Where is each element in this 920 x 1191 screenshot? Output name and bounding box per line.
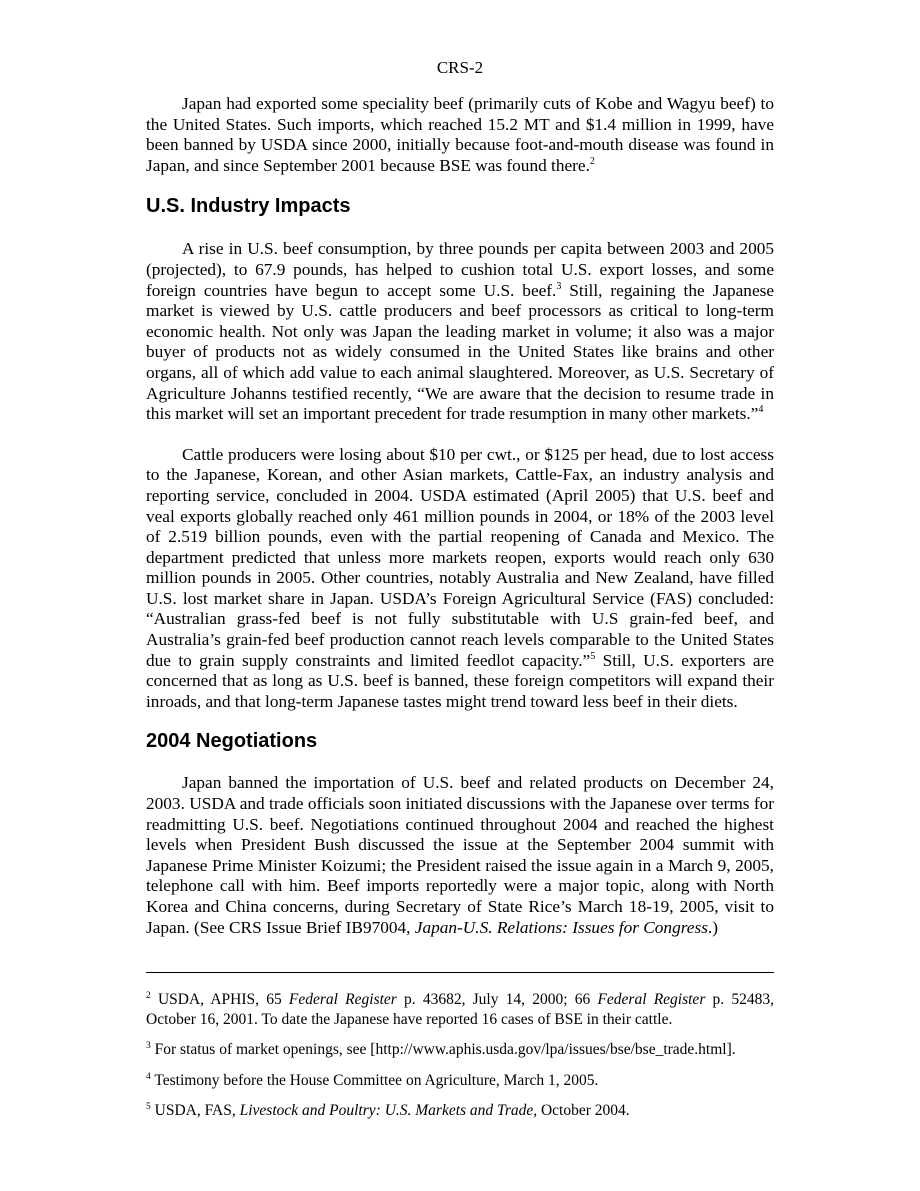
paragraph-text: Japan had exported some speciality beef (primarily cuts of Kobe and Wagyu beef) to the United States. Such imports, which reached 15.2 MT and $1.4 million in 1999, have been banned by USDA since 2000, initially because foot-and-mouth disease was found in Japan, and since September 2001 because BSE was found there.: [146, 94, 774, 175]
paragraph-text: Still, regaining the Japanese market is viewed by U.S. cattle producers and beef processors as critical to long-term economic health. Not only was Japan the leading market in volume; it also was a major buyer of products not as widely consumed in the United States like brains and other organs, all of which add value to each animal slaughtered. Moreover, as U.S. Secretary of Agriculture Johanns testified recently, “We are aware that the decision to resume trade in this market will set an important precedent for trade resumption in many other markets.”: [146, 280, 775, 424]
footnote-italic: Federal Register: [288, 991, 397, 1008]
footnote-text: p. 52483, October 16, 2001. To date the Japanese have reported 16 cases of BSE in their cattle.: [146, 991, 774, 1028]
footnote-ref: 3: [556, 280, 562, 292]
page-number: CRS-2: [436, 58, 484, 77]
paragraph-speciality-beef: [146, 94, 774, 176]
footnote-number: 3: [146, 1040, 151, 1051]
footnote-3: [146, 1040, 774, 1060]
footnote-text: For status of market openings, see [http://www.aphis.usda.gov/lpa/issues/bse/bse_trade.html].: [150, 1041, 736, 1058]
footnote-text: USDA, APHIS, 65: [150, 991, 289, 1008]
section-heading-industry-impacts: U.S. Industry Impacts: [146, 195, 351, 218]
footnote-italic: Federal Register: [597, 991, 706, 1008]
footnote-divider: [146, 972, 774, 973]
footnote-ref: 2: [589, 156, 595, 168]
section-heading-2004-negotiations: 2004 Negotiations: [146, 730, 318, 753]
paragraph-text: Still, U.S. exporters are concerned that as long as U.S. beef is banned, these foreign competitors will expand their inroads, and that long-term Japanese tastes might trend toward less beef in their diets.: [146, 650, 774, 711]
paragraph-beef-consumption: [146, 239, 774, 424]
footnotes: [146, 990, 774, 1121]
footnote-5: [146, 1101, 774, 1121]
footnote-ref: 5: [590, 650, 596, 662]
main-content: [146, 94, 774, 938]
footnote-number: 2: [146, 990, 151, 1001]
paragraph-text: Cattle producers were losing about $10 per cwt., or $125 per head, due to lost access to the Japanese, Korean, and other Asian markets, Cattle-Fax, an industry analysis and reporting service, concluded in 2004. USDA estimated (April 2005) that U.S. beef and veal exports globally reached only 461 million pounds in 2004, or 18% of the 2003 level of 2.519 billion pounds, even with the partial reopening of Canada and Mexico. The department predicted that unless more markets reopen, exports would reach only 630 million pounds in 2005. Other countries, notably Australia and New Zealand, have filled U.S. lost market share in Japan. USDA’s Foreign Agricultural Service (FAS) concluded: “Australian grass-fed beef is not fully substitutable with U.S grain-fed beef, and Australia’s grain-fed beef production cannot reach levels comparable to the United States due to grain supply constraints and limited feedlot capacity.”: [146, 444, 774, 670]
paragraph-negotiations: [146, 773, 774, 938]
footnote-text: , October 2004.: [533, 1102, 630, 1119]
footnote-2: [146, 990, 774, 1029]
footnote-italic: Livestock and Poultry: U.S. Markets and Trade: [239, 1102, 534, 1119]
paragraph-cattle-producers: [146, 445, 774, 713]
footnote-ref: 4: [758, 404, 764, 416]
footnote-text: USDA, FAS,: [150, 1102, 240, 1119]
footnote-text: Testimony before the House Committee on Agriculture, March 1, 2005.: [150, 1071, 599, 1089]
footnote-number: 4: [146, 1071, 151, 1082]
footnote-4: [146, 1071, 774, 1091]
footnote-number: 5: [146, 1101, 151, 1112]
paragraph-text: .): [707, 917, 718, 937]
footnote-text: p. 43682, July 14, 2000; 66: [396, 991, 598, 1008]
paragraph-text: Japan banned the importation of U.S. beef and related products on December 24, 2003. USDA and trade officials soon initiated discussions with the Japanese over terms for readmitting U.S. beef. Negotiations continued throughout 2004 and reached the highest levels when President Bush discussed the issue at the September 2004 summit with Japanese Prime Minister Koizumi; the President raised the issue again in a March 9, 2005, telephone call with him. Beef imports reportedly were a major topic, along with North Korea and China concerns, during Secretary of State Rice’s March 18-19, 2005, visit to Japan. (See CRS Issue Brief IB97004,: [146, 773, 774, 937]
citation-title: Japan-U.S. Relations: Issues for Congress: [414, 917, 708, 937]
paragraph-text: A rise in U.S. beef consumption, by three pounds per capita between 2003 and 2005 (projected), to 67.9 pounds, has helped to cushion total U.S. export losses, and some foreign countries have begun to accept some U.S. beef.: [146, 239, 774, 300]
